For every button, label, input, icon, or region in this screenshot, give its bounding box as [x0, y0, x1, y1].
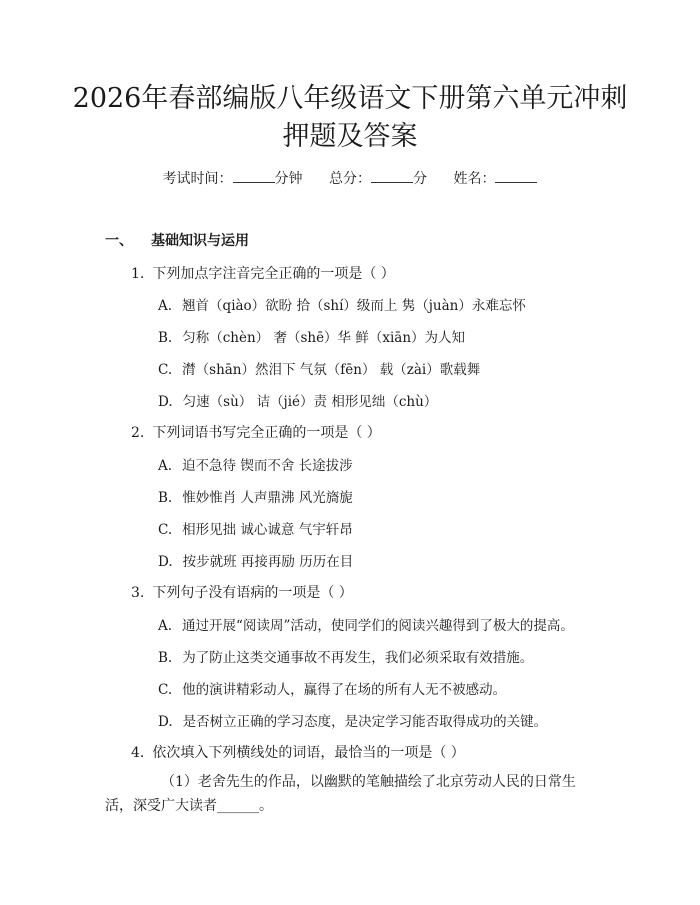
option-2a[interactable]: [158, 454, 353, 474]
option-label: B.: [158, 490, 173, 506]
score-label: 总分：: [329, 171, 371, 187]
time-unit: 分钟: [274, 171, 303, 187]
option-text: 迫不急待 锲而不舍 长途拔涉: [182, 458, 353, 474]
option-text: 潸（shān）然泪下 气氛（fēn） 载（zài）歌载舞: [182, 362, 481, 378]
question-stem: 下列加点字注音完全正确的一项是（ ）: [152, 266, 395, 282]
question-1: [131, 263, 395, 283]
section-number: 一、: [105, 233, 133, 249]
option-3d[interactable]: [158, 710, 547, 730]
question-number: 3.: [131, 585, 145, 601]
option-2d[interactable]: [158, 550, 353, 570]
option-text: 惟妙惟肖 人声鼎沸 风光旖旎: [182, 490, 353, 506]
option-text: 匀称（chèn） 奢（shē）华 鲜（xiān）为人知: [182, 330, 466, 346]
option-text: 匀速（sù） 诘（jié）责 相形见绌（chù）: [182, 394, 438, 410]
option-text: 是否树立正确的学习态度，是决定学习能否取得成功的关键。: [182, 714, 548, 730]
option-text: 他的演讲精彩动人，赢得了在场的所有人无不被感动。: [182, 682, 507, 698]
option-label: B.: [158, 650, 173, 666]
question-stem: 下列词语书写完全正确的一项是（ ）: [152, 425, 381, 441]
option-label: C.: [158, 682, 173, 698]
option-1b[interactable]: [158, 326, 465, 346]
option-text: 为了防止这类交通事故不再发生，我们必须采取有效措施。: [182, 650, 534, 666]
option-text: 按步就班 再接再励 历历在目: [182, 554, 354, 570]
option-label: D.: [158, 554, 173, 570]
section-title: 基础知识与运用: [151, 233, 249, 249]
option-1d[interactable]: [158, 390, 437, 410]
section-heading: [105, 230, 249, 250]
option-text: 翘首（qiào）欲盼 拾（shí）级而上 隽（juàn）永难忘怀: [182, 298, 526, 314]
option-1c[interactable]: [158, 358, 480, 378]
name-label: 姓名：: [453, 171, 496, 187]
option-label: B.: [158, 330, 173, 346]
score-unit: 分: [413, 171, 427, 187]
question-4: [131, 742, 465, 762]
option-3a[interactable]: [158, 614, 574, 634]
question-number: 2.: [131, 425, 145, 441]
time-field: [163, 171, 303, 187]
question-4-subitem-1: （1）老舍先生的作品，以幽默的笔触描绘了北京劳动人民的日常生活，深受广大读者______。: [105, 774, 576, 814]
exam-info-line: [0, 168, 700, 188]
name-blank[interactable]: [495, 170, 537, 183]
question-number: 1.: [131, 266, 145, 282]
time-blank[interactable]: [233, 170, 275, 183]
option-label: C.: [158, 362, 173, 378]
page-title: 2026年春部编版八年级语文下册第六单元冲刺押题及答案: [72, 83, 628, 152]
option-label: D.: [158, 394, 173, 410]
name-field: [453, 171, 537, 187]
option-label: A.: [158, 458, 173, 474]
option-1a[interactable]: [158, 294, 526, 314]
time-label: 考试时间：: [162, 171, 233, 187]
score-blank[interactable]: [371, 170, 413, 183]
question-3: [131, 582, 353, 602]
question-stem: 下列句子没有语病的一项是（ ）: [152, 585, 353, 601]
option-label: A.: [158, 298, 173, 314]
option-3b[interactable]: [158, 646, 533, 666]
option-text: 相形见拙 诚心诚意 气宇轩昂: [182, 522, 353, 538]
option-2c[interactable]: [158, 518, 353, 538]
question-stem: 依次填入下列横线处的词语，最恰当的一项是（ ）: [152, 745, 465, 761]
option-3c[interactable]: [158, 678, 506, 698]
option-label: C.: [158, 522, 173, 538]
option-text: 通过开展“阅读周”活动，使同学们的阅读兴趣得到了极大的提高。: [182, 618, 574, 634]
option-label: A.: [158, 618, 173, 634]
question-number: 4.: [131, 745, 145, 761]
question-2: [131, 422, 381, 442]
score-field: [329, 171, 427, 187]
option-label: D.: [158, 714, 173, 730]
option-2b[interactable]: [158, 486, 353, 506]
